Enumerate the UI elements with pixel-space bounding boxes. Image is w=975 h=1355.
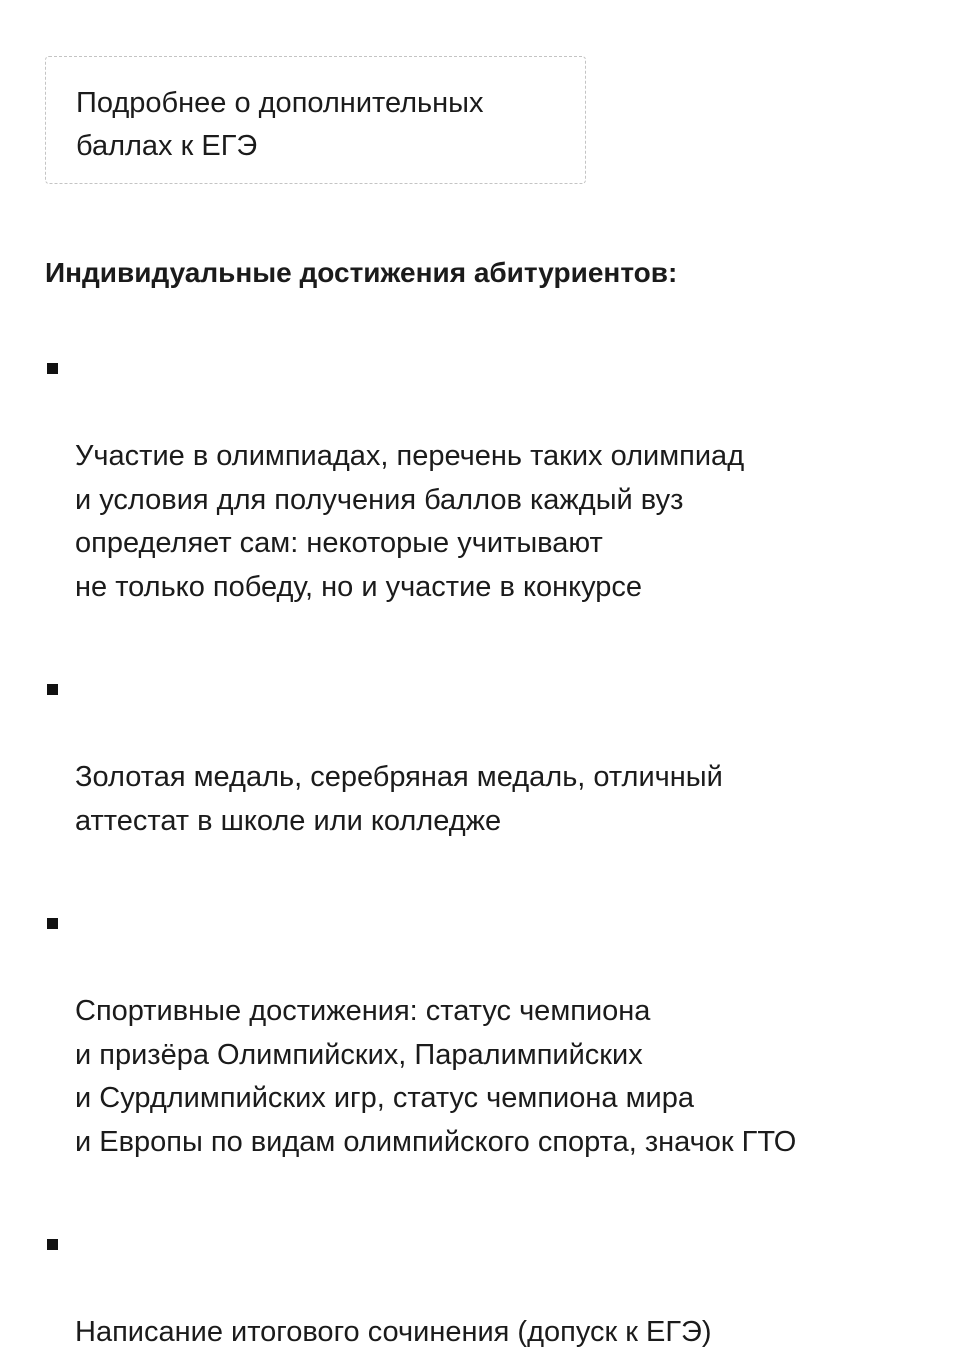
list-item — [45, 669, 945, 843]
list-item-text: Участие в олимпиадах, перечень таких олимпиад и условия для получения баллов каждый вуз определяет сам: некоторые учитывают не только победу, но и участие в конкурсе — [75, 440, 745, 603]
more-info-link-box[interactable] — [45, 56, 586, 184]
achievements-list — [45, 348, 945, 1355]
list-item-text: Спортивные достижения: статус чемпиона и призёра Олимпийских, Паралимпийских и Сурдлимпийских игр, статус чемпиона мира и Европы по видам олимпийского спорта, значок ГТО — [75, 995, 797, 1158]
section-heading: Индивидуальные достижения абитуриентов: — [45, 257, 678, 288]
list-item — [45, 1224, 945, 1355]
list-item-text: Написание итогового сочинения (допуск к ЕГЭ) — [75, 1316, 712, 1348]
square-bullet-icon — [47, 918, 58, 929]
list-item-text: Золотая медаль, серебряная медаль, отличный аттестат в школе или колледже — [75, 761, 723, 837]
square-bullet-icon — [47, 1239, 58, 1250]
square-bullet-icon — [47, 684, 58, 695]
list-item — [45, 903, 945, 1164]
square-bullet-icon — [47, 363, 58, 374]
list-item — [45, 348, 945, 609]
more-info-link-text[interactable]: Подробнее о дополнительных баллах к ЕГЭ — [76, 87, 484, 162]
